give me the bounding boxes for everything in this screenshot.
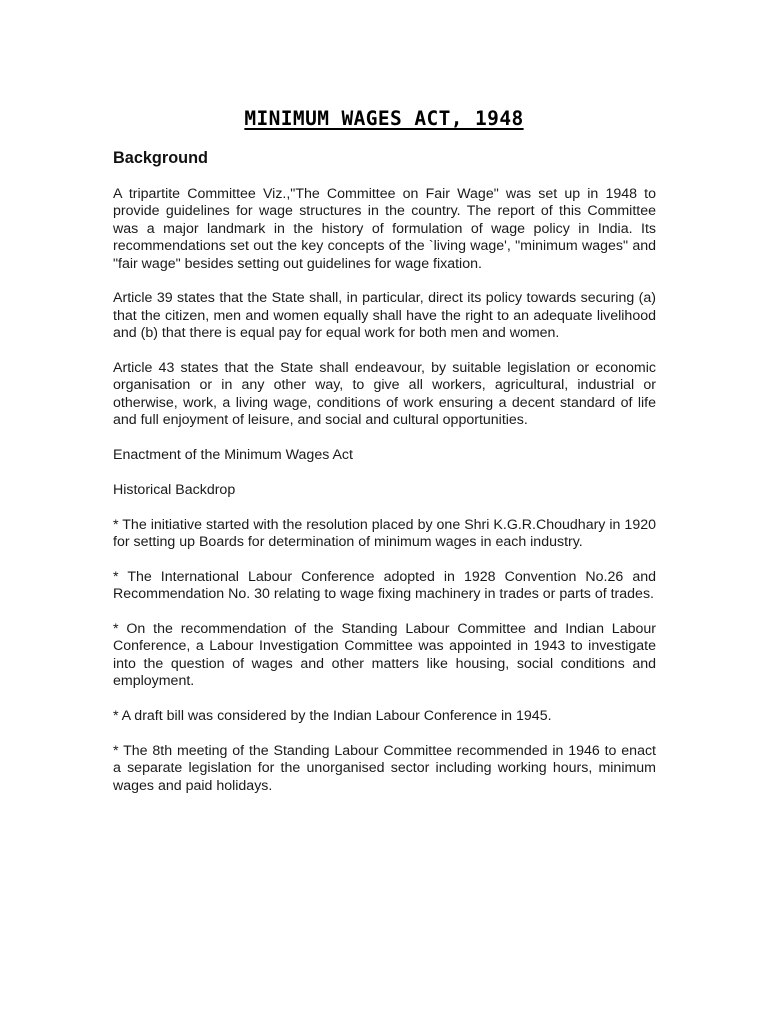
paragraph-committee-fair-wage: A tripartite Committee Viz.,"The Committee on Fair Wage" was set up in 1948 to provide guidelines for wage structures in the country. The report of this Committee was a major landmark in the history of formulation of wage policy in India. Its recommendations set out the key concepts of the `living wage', "minimum wages" and "fair wage" besides setting out guidelines for wage fixation. (113, 186, 656, 272)
section-heading-background: Background (113, 149, 208, 167)
bullet-standing-committee-1946: * The 8th meeting of the Standing Labour Committee recommended in 1946 to enact a separate legislation for the unorganised sector including working hours, minimum wages and paid holidays. (113, 742, 656, 794)
paragraph-article-39: Article 39 states that the State shall, in particular, direct its policy towards securing (a) that the citizen, men and women equally shall have the right to an adequate livelihood and (b) that there is equal pay for equal work for both men and women. (113, 290, 656, 342)
subheading-historical-backdrop: Historical Backdrop (113, 481, 236, 498)
bullet-draft-bill-1945: * A draft bill was considered by the Indian Labour Conference in 1945. (113, 708, 552, 725)
subheading-enactment: Enactment of the Minimum Wages Act (113, 447, 353, 464)
document-title-text: MINIMUM WAGES ACT, 1948 (244, 107, 524, 130)
document-title (0, 106, 768, 132)
bullet-labour-investigation-1943: * On the recommendation of the Standing Labour Committee and Indian Labour Conference, a Labour Investigation Committee was appointed in 1943 to investigate into the question of wages and other matters like housing, social conditions and employment. (113, 621, 656, 690)
paragraph-article-43: Article 43 states that the State shall endeavour, by suitable legislation or economic organisation or in any other way, to give all workers, agricultural, industrial or otherwise, work, a living wage, conditions of work ensuring a decent standard of life and full enjoyment of leisure, and social and cultural opportunities. (113, 360, 656, 429)
document-body (113, 148, 656, 812)
bullet-initiative-1920: * The initiative started with the resolution placed by one Shri K.G.R.Choudhary in 1920 for setting up Boards for determination of minimum wages in each industry. (113, 516, 656, 551)
bullet-ilc-1928: * The International Labour Conference adopted in 1928 Convention No.26 and Recommendation No. 30 relating to wage fixing machinery in trades or parts of trades. (113, 568, 656, 603)
